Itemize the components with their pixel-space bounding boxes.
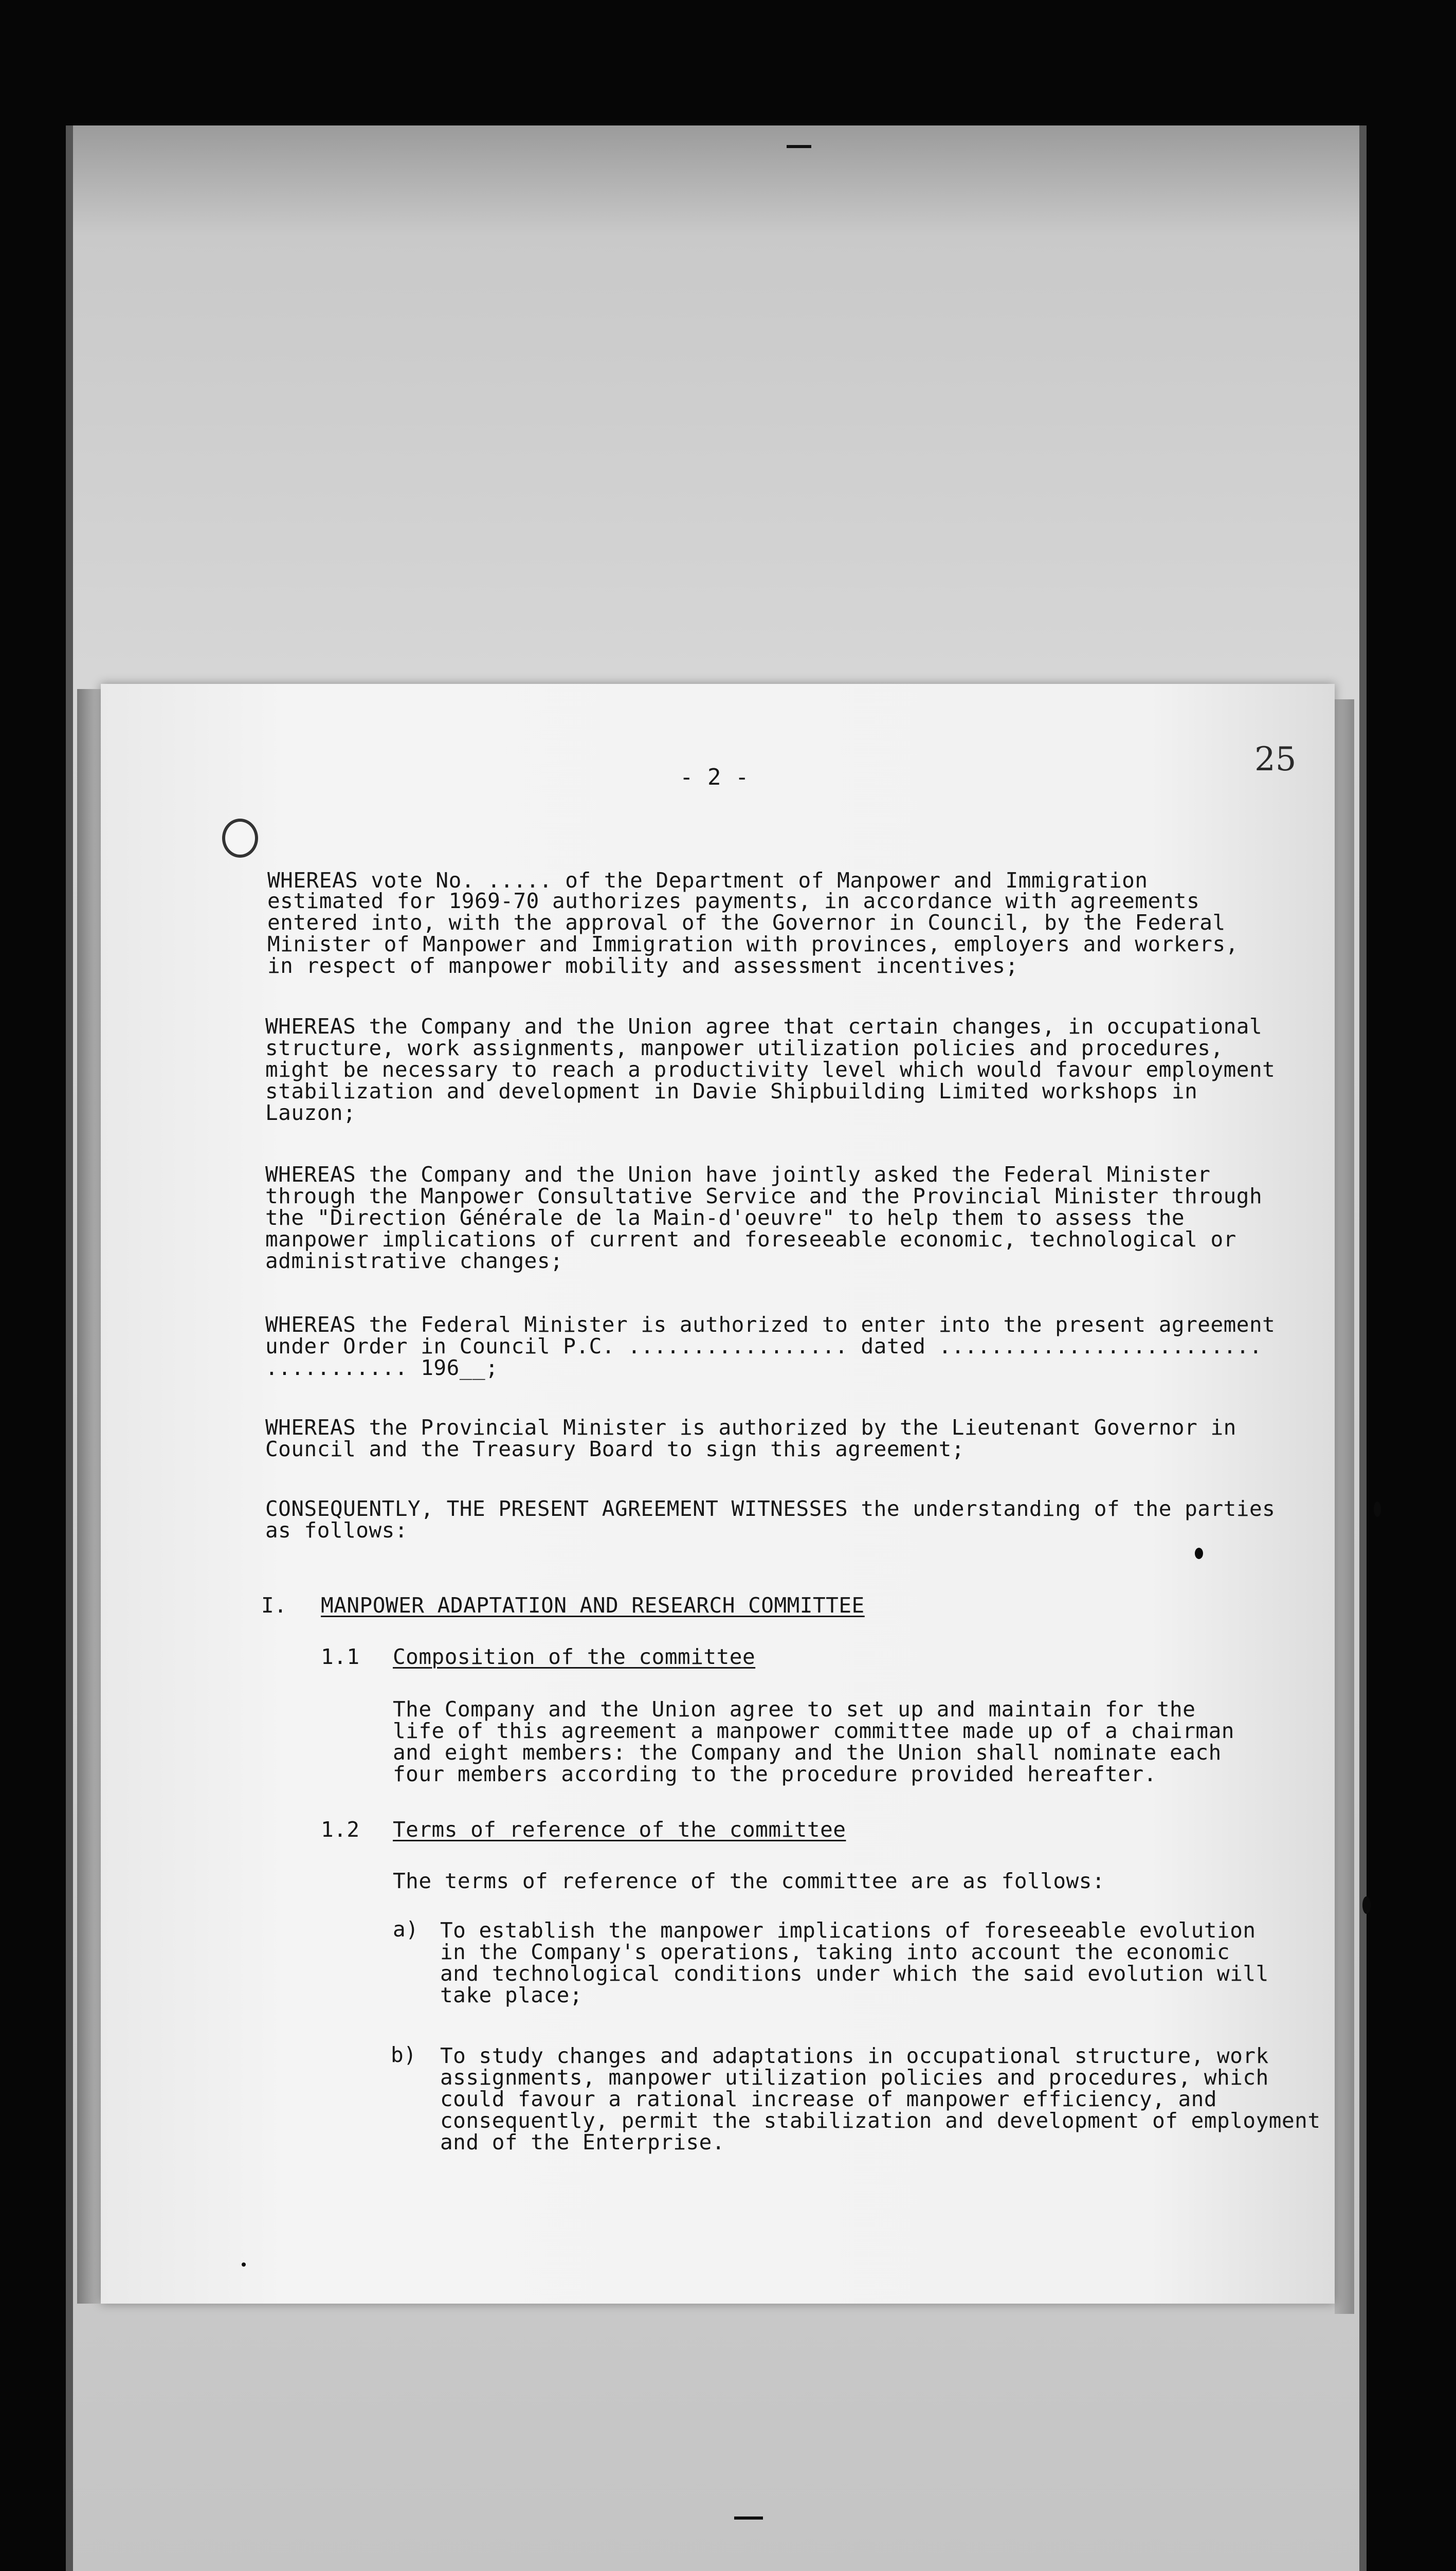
subsection-number: 1.1: [321, 1644, 360, 1669]
ink-speck: [242, 2262, 246, 2267]
paragraph-line: Council and the Treasury Board to sign this agreement;: [265, 1437, 964, 1461]
paragraph-line: might be necessary to reach a productivity level which would favour employment: [265, 1057, 1276, 1082]
frame-tick-top: [787, 145, 811, 148]
page-header: - 2 -: [680, 764, 749, 790]
paragraph-line: WHEREAS vote No. ..... of the Department of Manpower and Immigration: [267, 868, 1148, 893]
stamped-page-number: 25: [1254, 740, 1297, 778]
paragraph-line: Minister of Manpower and Immigration with provinces, employers and workers,: [267, 932, 1239, 956]
paragraph-line: WHEREAS the Company and the Union agree that certain changes, in occupational: [265, 1014, 1263, 1039]
subsection-number: 1.2: [321, 1817, 360, 1842]
paragraph-line: The Company and the Union agree to set up and maintain for the: [393, 1697, 1196, 1722]
paragraph-line: WHEREAS the Federal Minister is authorized to enter into the present agreement: [265, 1312, 1276, 1337]
item-label: b): [391, 2042, 417, 2067]
page-shadow-left: [77, 689, 101, 2304]
paragraph-line: in respect of manpower mobility and assessment incentives;: [267, 953, 1018, 978]
paragraph-line: as follows:: [265, 1518, 408, 1543]
paragraph-line: Lauzon;: [265, 1100, 356, 1125]
subsection-title: Terms of reference of the committee: [393, 1817, 846, 1842]
paragraph-line: four members according to the procedure provided hereafter.: [393, 1762, 1157, 1786]
film-edge-right: [1359, 125, 1367, 2571]
film-edge-left: [66, 125, 73, 2571]
paragraph-line: CONSEQUENTLY, THE PRESENT AGREEMENT WITNESSES the understanding of the parties: [265, 1496, 1276, 1521]
paragraph-line: and technological conditions under which the said evolution will: [440, 1961, 1269, 1986]
paragraph-line: and of the Enterprise.: [440, 2130, 725, 2154]
paragraph-line: and eight members: the Company and the Union shall nominate each: [393, 1740, 1222, 1765]
ink-speck: [1195, 1548, 1203, 1559]
punch-hole: [222, 819, 258, 858]
item-label: a): [393, 1917, 419, 1942]
paragraph-line: structure, work assignments, manpower utilization policies and procedures,: [265, 1036, 1224, 1060]
paragraph-line: WHEREAS the Provincial Minister is authorized by the Lieutenant Governor in: [265, 1415, 1236, 1440]
paragraph-line: entered into, with the approval of the Governor in Council, by the Federal: [267, 910, 1226, 935]
paragraph-line: life of this agreement a manpower committee made up of a chairman: [393, 1718, 1234, 1743]
film-speck: [1374, 1501, 1381, 1517]
paragraph-line: through the Manpower Consultative Service and the Provincial Minister through: [265, 1184, 1263, 1208]
paragraph-line: To establish the manpower implications of foreseeable evolution: [440, 1918, 1256, 1943]
section-title: MANPOWER ADAPTATION AND RESEARCH COMMITTEE: [321, 1593, 865, 1618]
page-shadow-right: [1335, 699, 1354, 2314]
paragraph-line: manpower implications of current and foreseeable economic, technological or: [265, 1227, 1236, 1252]
paragraph-line: ........... 196__;: [265, 1355, 499, 1380]
paragraph-line: administrative changes;: [265, 1248, 563, 1273]
paragraph-line: the "Direction Générale de la Main-d'oeuvre" to help them to assess the: [265, 1205, 1185, 1230]
paragraph-line: To study changes and adaptations in occupational structure, work: [440, 2043, 1269, 2068]
paragraph-line: consequently, permit the stabilization and development of employment: [440, 2108, 1321, 2133]
paragraph-line: could favour a rational increase of manpower efficiency, and: [440, 2087, 1217, 2111]
subsection-title: Composition of the committee: [393, 1644, 756, 1669]
paragraph-line: estimated for 1969-70 authorizes payments, in accordance with agreements: [267, 889, 1200, 913]
film-speck: [1362, 1896, 1371, 1914]
paragraph-line: WHEREAS the Company and the Union have jointly asked the Federal Minister: [265, 1162, 1211, 1187]
section-number: I.: [261, 1593, 287, 1618]
paragraph-line: take place;: [440, 1983, 583, 2007]
paragraph-line: The terms of reference of the committee are as follows:: [393, 1869, 1105, 1893]
paragraph-line: stabilization and development in Davie Shipbuilding Limited workshops in: [265, 1079, 1198, 1103]
paragraph-line: under Order in Council P.C. ................. dated .........................: [265, 1334, 1263, 1359]
paragraph-line: assignments, manpower utilization policies and procedures, which: [440, 2065, 1269, 2090]
frame-tick-lower: [734, 2516, 763, 2520]
paragraph-line: in the Company's operations, taking into account the economic: [440, 1940, 1230, 1964]
